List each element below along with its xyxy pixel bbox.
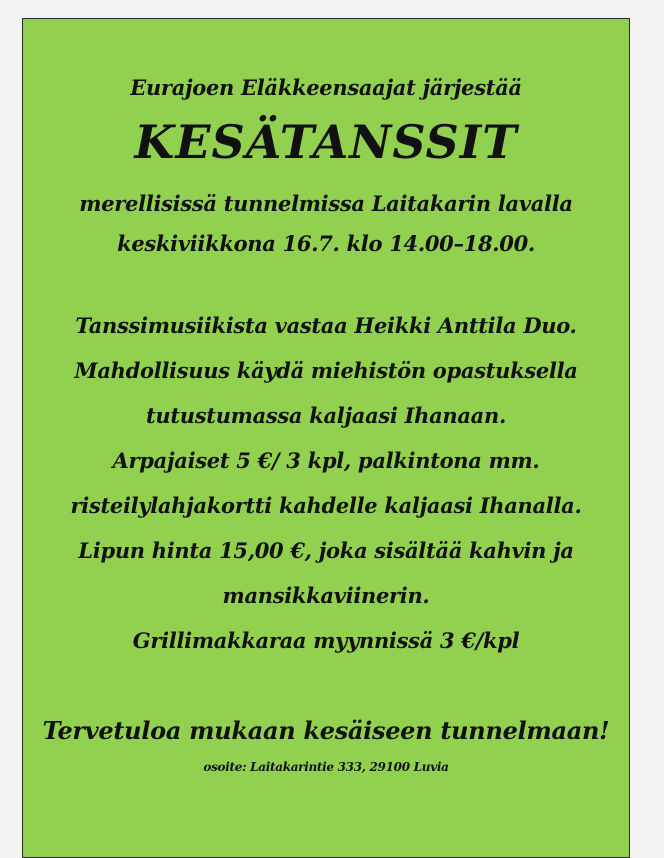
body-line-ticket-price: Lipun hinta 15,00 €, joka sisältää kahvin ja [78, 538, 574, 563]
event-title: KESÄTANSSIT [134, 115, 518, 169]
body-line-prize: risteilylahjakortti kahdelle kaljaasi Ihanalla. [70, 493, 582, 518]
organizer-line: Eurajoen Eläkkeensaajat järjestää [130, 75, 522, 100]
address-line: osoite: Laitakarintie 333, 29100 Luvia [203, 760, 449, 774]
body-line-lottery: Arpajaiset 5 €/ 3 kpl, palkintona mm. [112, 448, 540, 473]
body-line-pastry: mansikkaviinerin. [222, 583, 430, 608]
body-line-ship: tutustumassa kaljaasi Ihanaan. [146, 403, 506, 428]
body-line-crew-tour: Mahdollisuus käydä miehistön opastuksella [74, 358, 578, 383]
body-line-music: Tanssimusiikista vastaa Heikki Anttila Duo. [75, 313, 577, 338]
welcome-line: Tervetuloa mukaan kesäiseen tunnelmaan! [42, 716, 610, 745]
venue-line: merellisissä tunnelmissa Laitakarin lavalla [79, 191, 573, 216]
body-line-sausage: Grillimakkaraa myynnissä 3 €/kpl [132, 628, 520, 653]
date-time-line: keskiviikkona 16.7. klo 14.00–18.00. [117, 231, 535, 256]
flyer-page [22, 18, 630, 858]
